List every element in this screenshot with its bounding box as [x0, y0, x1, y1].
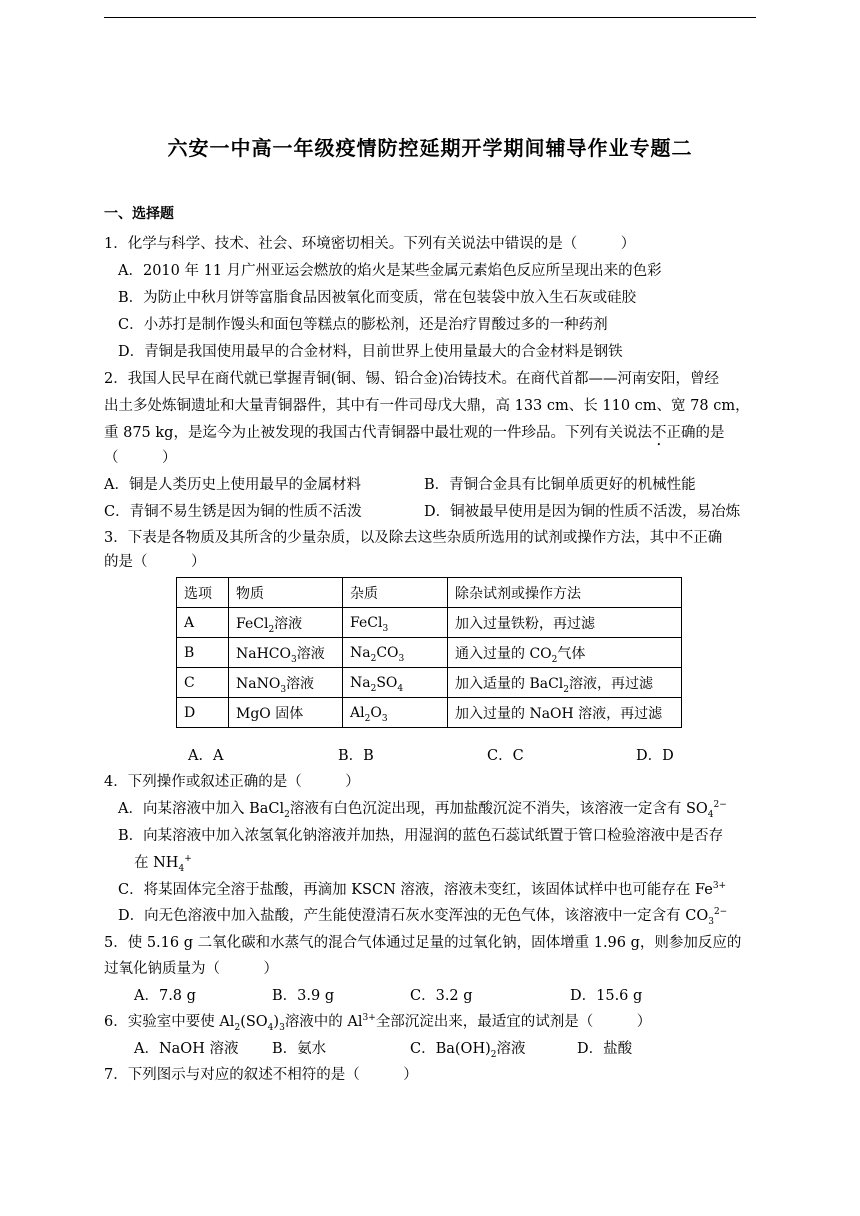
- q2-line-3-text: 重 875 kg，是迄今为止被发现的我国古代青铜器中最壮观的一件珍品。下列有关说法: [104, 425, 652, 441]
- method-text: 通入过量的 CO: [455, 645, 552, 662]
- table-header-cell: 选项: [177, 578, 229, 608]
- q1-option-b: B．为防止中秋月饼等富脂食品因被氧化而变质，常在包装袋中放入生石灰或硅胶: [118, 290, 637, 306]
- table-row: [177, 668, 682, 698]
- formula-text: 溶液: [286, 675, 315, 692]
- formula-subscript: 2: [284, 809, 290, 820]
- table-cell-option: D: [177, 698, 229, 728]
- q3-line-1: 3．下表是各物质及其所含的少量杂质，以及除去这些杂质所选用的试剂或操作方法，其中不正确: [104, 530, 723, 546]
- q2-option-a: A．铜是人类历史上使用最早的金属材料: [104, 477, 361, 493]
- q4-option-d: [118, 906, 727, 926]
- formula-subscript: 3: [280, 684, 287, 695]
- q5-line-1: 5．使 5.16 g 二氧化碳和水蒸气的混合气体通过足量的过氧化钠，固体增重 1.96 g，则参加反应的: [104, 935, 742, 951]
- q1-option-d: D．青铜是我国使用最早的合金材料，目前世界上使用量最大的合金材料是钢铁: [118, 344, 623, 360]
- formula-subscript: 2: [268, 624, 275, 635]
- q1-option-c: C．小苏打是制作馒头和面包等糕点的膨松剂，还是治疗胃酸过多的一种药剂: [118, 317, 608, 333]
- formula-text: 溶液: [296, 645, 325, 662]
- formula-subscript: 2: [370, 653, 377, 664]
- q4-option-c: [118, 880, 726, 900]
- option-text: 溶液有白色沉淀出现，再加盐酸沉淀不消失，该溶液一定含有 SO: [289, 801, 708, 817]
- table-cell-method: [448, 638, 682, 668]
- table-cell-substance: MgO 固体: [229, 698, 343, 728]
- formula-subscript: 3: [279, 1022, 285, 1033]
- q1-option-a: A．2010 年 11 月广州亚运会燃放的焰火是某些金属元素焰色反应所呈现出来的色彩: [118, 263, 662, 279]
- formula-text: FeCl: [350, 614, 383, 631]
- q1-stem: 1．化学与科学、技术、社会、环境密切相关。下列有关说法中错误的是（ ）: [104, 236, 636, 252]
- formula-subscript: 3: [382, 623, 389, 634]
- table-cell-impurity: [343, 608, 448, 638]
- q5-line-2: 过氧化钠质量为（ ）: [104, 961, 278, 977]
- table-cell-method: [448, 668, 682, 698]
- formula-subscript: 4: [397, 683, 404, 694]
- table-cell-option: B: [177, 638, 229, 668]
- table-header-cell: 除杂试剂或操作方法: [448, 578, 682, 608]
- q6-option-d: D．盐酸: [577, 1041, 633, 1057]
- q6-stem: [104, 1012, 651, 1032]
- ion-charge: 2−: [713, 800, 727, 811]
- ion-charge: 3+: [362, 1013, 376, 1024]
- method-text: 加入适量的 BaCl: [455, 675, 564, 692]
- table-cell-impurity: [343, 638, 448, 668]
- q6-option-b: B．氨水: [272, 1041, 327, 1057]
- stem-text: 溶液中的 Al: [284, 1014, 363, 1030]
- table-cell-option: A: [177, 608, 229, 638]
- option-text: C．将某固体完全溶于盐酸，再滴加 KSCN 溶液，溶液未变红，该固体试样中也可能存在 Fe: [118, 882, 713, 898]
- q4-stem: 4．下列操作或叙述正确的是（ ）: [104, 774, 360, 790]
- table-cell-substance: [229, 638, 343, 668]
- formula-text: Al: [350, 704, 365, 721]
- option-text: 在 NH: [134, 855, 179, 871]
- table-row: [177, 608, 682, 638]
- formula-text: Na: [350, 644, 371, 661]
- formula-text: O: [370, 704, 382, 721]
- table-cell-option: C: [177, 668, 229, 698]
- table-header-cell: 物质: [229, 578, 343, 608]
- formula-subscript: 2: [490, 1049, 497, 1060]
- ion-charge: 2−: [713, 907, 728, 918]
- formula-text: Na: [350, 674, 371, 691]
- section-heading: 一、选择题: [104, 206, 174, 222]
- document-title: 六安一中高一年级疫情防控延期开学期间辅导作业专题二: [167, 136, 693, 160]
- stem-text: (SO: [240, 1014, 268, 1030]
- formula-subscript: 4: [707, 809, 714, 820]
- option-text: C．Ba(OH): [410, 1041, 491, 1057]
- stem-text: 全部沉淀出来，最适宜的试剂是（ ）: [375, 1014, 652, 1030]
- table-cell-method: 加入过量的 NaOH 溶液，再过滤: [448, 698, 682, 728]
- option-text: A．向某溶液中加入 BaCl: [118, 801, 285, 817]
- formula-subscript: 2: [370, 683, 377, 694]
- table-cell-impurity: [343, 698, 448, 728]
- ion-charge: +: [184, 854, 192, 865]
- q5-option-b: B．3.9 g: [272, 988, 335, 1004]
- table-cell-substance: [229, 608, 343, 638]
- q5-option-a: A．7.8 g: [134, 988, 196, 1004]
- q3-option-d: D．D: [636, 748, 674, 764]
- formula-text: FeCl: [236, 615, 269, 632]
- q2-option-d: D．铜被最早使用是因为铜的性质不活泼，易冶炼: [424, 504, 741, 520]
- q2-option-c: C．青铜不易生锈是因为铜的性质不活泼: [104, 504, 362, 520]
- q6-option-a: A．NaOH 溶液: [134, 1041, 239, 1057]
- header-rule: [104, 17, 756, 18]
- formula-subscript: 4: [267, 1022, 274, 1033]
- formula-subscript: 3: [398, 653, 405, 664]
- q4-option-a: [118, 799, 727, 819]
- table-header-cell: 杂质: [343, 578, 448, 608]
- q2-line-1: 2．我国人民早在商代就已掌握青铜(铜、锡、铅合金)冶铸技术。在商代首都——河南安阳，曾经: [104, 371, 720, 387]
- formula-text: CO: [376, 644, 399, 661]
- table-cell-method: 加入过量铁粉，再过滤: [448, 608, 682, 638]
- q2-line-2: 出土多处炼铜遗址和大量青铜器件，其中有一件司母戊大鼎，高 133 cm、长 110 cm、宽 78 cm，: [104, 398, 750, 414]
- formula-subscript: 3: [291, 654, 297, 665]
- formula-text: SO: [376, 674, 398, 691]
- table-cell-substance: [229, 668, 343, 698]
- q2-line-3-end: 正确的是: [666, 425, 725, 441]
- table-row: [177, 698, 682, 728]
- formula-subscript: 2: [563, 684, 570, 695]
- stem-text: 6．实验室中要使 Al: [104, 1014, 235, 1030]
- q5-option-c: C．3.2 g: [410, 988, 473, 1004]
- q4-option-b-line-1: B．向某溶液中加入浓氢氧化钠溶液并加热，用湿润的蓝色石蕊试纸置于管口检验溶液中是否存: [118, 828, 724, 844]
- q6-option-c: [410, 1039, 525, 1059]
- q2-line-3: [104, 423, 724, 449]
- option-text: 溶液: [496, 1041, 526, 1057]
- formula-text: NaNO: [236, 675, 281, 692]
- method-text: 溶液，再过滤: [569, 675, 654, 692]
- table-cell-impurity: [343, 668, 448, 698]
- q2-answer-bracket: （ ）: [104, 450, 177, 466]
- q4-option-b-line-2: [134, 853, 192, 873]
- method-text: 气体: [557, 645, 586, 662]
- table-row: [177, 638, 682, 668]
- formula-text: 溶液: [274, 615, 303, 632]
- q7-stem: 7．下列图示与对应的叙述不相符的是（ ）: [104, 1067, 418, 1083]
- formula-subscript: 2: [551, 654, 558, 665]
- formula-subscript: 3: [381, 713, 388, 724]
- formula-text: NaHCO: [236, 645, 291, 662]
- q3-impurity-table: [176, 577, 682, 728]
- table-header-row: [177, 578, 682, 608]
- q5-option-d: D．15.6 g: [570, 988, 643, 1004]
- q2-option-b: B．青铜合金具有比铜单质更好的机械性能: [424, 477, 696, 493]
- stem-text: ): [273, 1014, 280, 1030]
- q2-emphasis-not: 不: [651, 425, 667, 441]
- ion-charge: 3+: [712, 881, 727, 892]
- formula-subscript: 2: [234, 1022, 241, 1033]
- q3-option-c: C．C: [487, 748, 524, 764]
- formula-subscript: 4: [178, 863, 185, 874]
- q3-option-a: A．A: [188, 748, 224, 764]
- formula-subscript: 2: [364, 713, 371, 724]
- option-text: D．向无色溶液中加入盐酸，产生能使澄清石灰水变浑浊的无色气体，该溶液中一定含有 CO: [118, 908, 709, 924]
- q3-option-b: B．B: [338, 748, 374, 764]
- formula-subscript: 3: [708, 916, 714, 927]
- q3-line-2: 的是（ ）: [104, 554, 206, 570]
